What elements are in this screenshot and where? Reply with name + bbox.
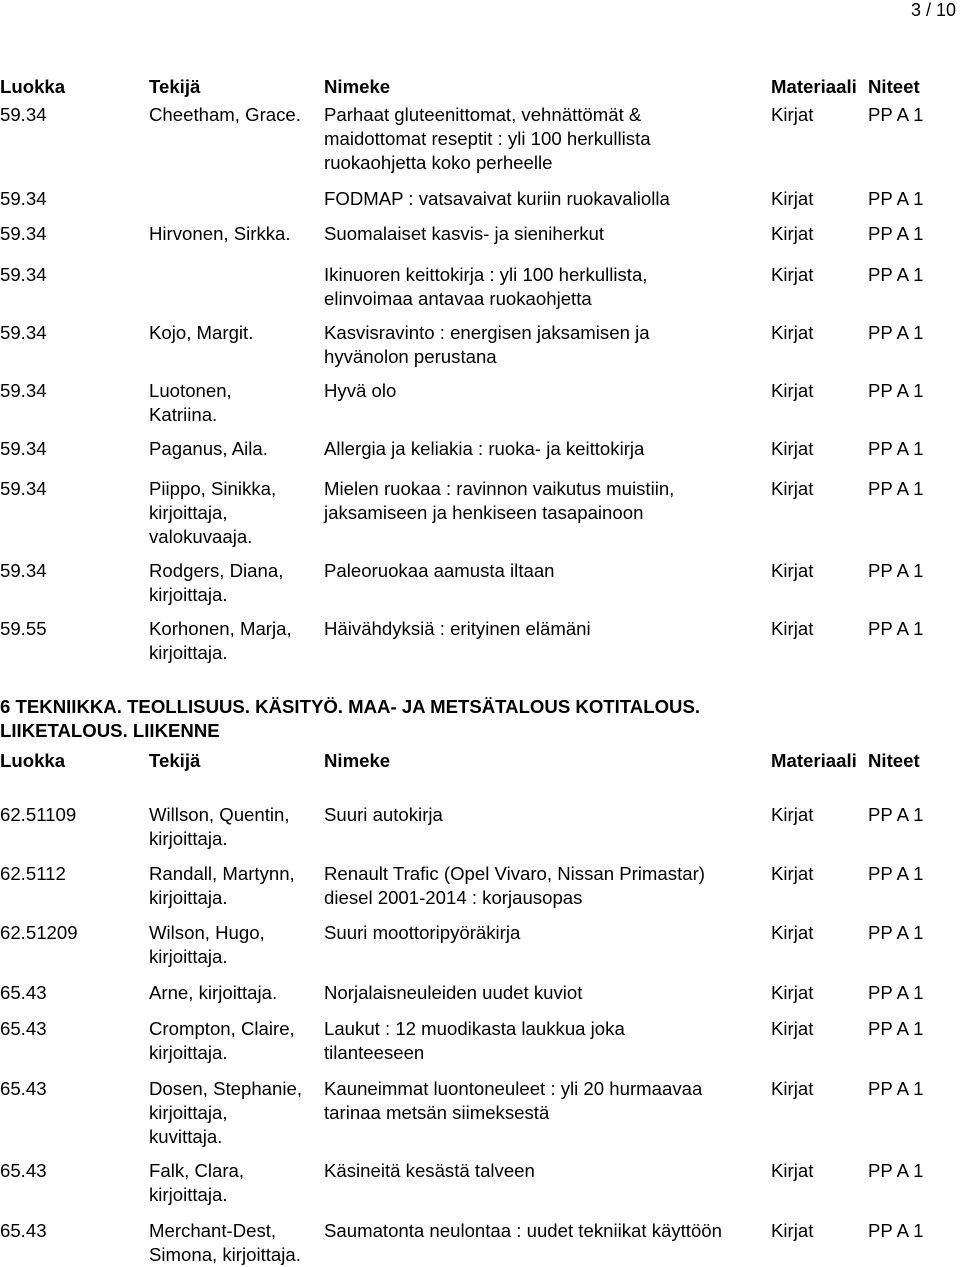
title-cell-line: Ikinuoren keittokirja : yli 100 herkullista,: [324, 264, 648, 285]
class-cell: 65.43: [0, 982, 47, 1003]
title-cell-line: jaksamiseen ja henkiseen tasapainoon: [324, 502, 644, 523]
header-material: Materiaali: [771, 750, 857, 771]
class-cell: 59.34: [0, 322, 47, 343]
author-cell: [149, 617, 292, 665]
material-cell: Kirjat: [771, 1160, 814, 1181]
material-cell: Kirjat: [771, 1220, 814, 1241]
author-cell: [149, 321, 253, 345]
class-cell: 65.43: [0, 1018, 47, 1039]
author-cell-line: Katriina.: [149, 404, 218, 425]
title-cell-line: Kauneimmat luontoneuleet : yli 20 hurmaavaa: [324, 1078, 703, 1099]
table-header: [0, 749, 960, 773]
title-cell: [324, 379, 396, 403]
notes-cell: PP A 1: [868, 618, 924, 639]
material-cell: Kirjat: [771, 982, 814, 1003]
header-notes: Niteet: [868, 750, 920, 771]
class-cell: 59.34: [0, 560, 47, 581]
author-cell: [149, 862, 295, 910]
author-cell: [149, 379, 232, 427]
author-cell-line: Paganus, Aila.: [149, 438, 268, 459]
author-cell-line: Kojo, Margit.: [149, 322, 254, 343]
title-cell-line: Parhaat gluteenittomat, vehnättömät &: [324, 104, 642, 125]
class-cell: 59.34: [0, 438, 47, 459]
author-cell-line: Rodgers, Diana,: [149, 560, 284, 581]
title-cell-line: FODMAP : vatsavaivat kuriin ruokavaliolla: [324, 188, 670, 209]
material-cell: Kirjat: [771, 560, 814, 581]
material-cell: Kirjat: [771, 863, 814, 884]
author-cell-line: kirjoittaja.: [149, 1184, 228, 1205]
class-cell: 59.34: [0, 380, 47, 401]
notes-cell: PP A 1: [868, 188, 924, 209]
title-cell-line: Allergia ja keliakia : ruoka- ja keittokirja: [324, 438, 645, 459]
header-title: Nimeke: [324, 76, 391, 97]
title-cell: [324, 187, 670, 211]
material-cell: Kirjat: [771, 478, 814, 499]
author-cell-line: kirjoittaja.: [149, 828, 228, 849]
title-cell-line: elinvoimaa antavaa ruokaohjetta: [324, 288, 592, 309]
class-cell: 65.43: [0, 1220, 47, 1241]
author-cell-line: kirjoittaja.: [149, 887, 228, 908]
notes-cell: PP A 1: [868, 863, 924, 884]
material-cell: Kirjat: [771, 322, 814, 343]
author-cell-line: kirjoittaja.: [149, 584, 228, 605]
author-cell-line: Willson, Quentin,: [149, 804, 290, 825]
material-cell: Kirjat: [771, 104, 814, 125]
notes-cell: PP A 1: [868, 264, 924, 285]
title-cell-line: Kasvisravinto : energisen jaksamisen ja: [324, 322, 650, 343]
header-notes: Niteet: [868, 76, 920, 97]
title-cell-line: diesel 2001-2014 : korjausopas: [324, 887, 583, 908]
material-cell: Kirjat: [771, 188, 814, 209]
title-cell-line: Suuri moottoripyöräkirja: [324, 922, 521, 943]
author-cell-line: kirjoittaja,: [149, 502, 228, 523]
class-cell: 59.55: [0, 618, 47, 639]
header-material: Materiaali: [771, 76, 857, 97]
author-cell-line: kirjoittaja.: [149, 1042, 228, 1063]
title-cell: [324, 921, 520, 945]
title-cell-line: ruokaohjetta koko perheelle: [324, 152, 553, 173]
title-cell: [324, 222, 604, 246]
title-cell-line: Laukut : 12 muodikasta laukkua joka: [324, 1018, 625, 1039]
header-title: Nimeke: [324, 750, 391, 771]
author-cell-line: kirjoittaja.: [149, 642, 228, 663]
section-heading: [0, 695, 700, 743]
notes-cell: PP A 1: [868, 922, 924, 943]
author-cell-line: Piippo, Sinikka,: [149, 478, 277, 499]
author-cell-line: Arne, kirjoittaja.: [149, 982, 278, 1003]
material-cell: Kirjat: [771, 380, 814, 401]
author-cell: [149, 103, 301, 127]
notes-cell: PP A 1: [868, 1220, 924, 1241]
notes-cell: PP A 1: [868, 380, 924, 401]
author-cell: [149, 1077, 302, 1149]
material-cell: Kirjat: [771, 1078, 814, 1099]
title-cell-line: Suuri autokirja: [324, 804, 443, 825]
class-cell: 59.34: [0, 264, 47, 285]
material-cell: Kirjat: [771, 438, 814, 459]
notes-cell: PP A 1: [868, 1018, 924, 1039]
class-cell: 59.34: [0, 223, 47, 244]
title-cell: [324, 1017, 625, 1065]
author-cell-line: Korhonen, Marja,: [149, 618, 292, 639]
page-number: 3 / 10: [910, 0, 956, 20]
section-heading-line: 6 TEKNIIKKA. TEOLLISUUS. KÄSITYÖ. MAA- JA METSÄTALOUS KOTITALOUS.: [0, 696, 701, 717]
author-cell-line: Randall, Martynn,: [149, 863, 295, 884]
author-cell-line: Cheetham, Grace.: [149, 104, 301, 125]
material-cell: Kirjat: [771, 264, 814, 285]
notes-cell: PP A 1: [868, 560, 924, 581]
notes-cell: PP A 1: [868, 982, 924, 1003]
header-author: Tekijä: [149, 76, 201, 97]
title-cell-line: Norjalaisneuleiden uudet kuviot: [324, 982, 583, 1003]
title-cell: [324, 437, 644, 461]
author-cell-line: valokuvaaja.: [149, 526, 253, 547]
author-cell: [149, 437, 268, 461]
notes-cell: PP A 1: [868, 804, 924, 825]
section-heading-line: LIIKETALOUS. LIIKENNE: [0, 720, 220, 741]
author-cell-line: Luotonen,: [149, 380, 232, 401]
class-cell: 62.51209: [0, 922, 78, 943]
title-cell: [324, 617, 591, 641]
class-cell: 65.43: [0, 1078, 47, 1099]
notes-cell: PP A 1: [868, 322, 924, 343]
author-cell-line: Simona, kirjoittaja.: [149, 1244, 301, 1265]
author-cell: [149, 921, 265, 969]
title-cell: [324, 981, 582, 1005]
class-cell: 59.34: [0, 478, 47, 499]
material-cell: Kirjat: [771, 618, 814, 639]
author-cell-line: kuvittaja.: [149, 1126, 223, 1147]
title-cell: [324, 1159, 535, 1183]
author-cell: [149, 1219, 301, 1267]
author-cell-line: kirjoittaja,: [149, 1102, 228, 1123]
title-cell-line: Paleoruokaa aamusta iltaan: [324, 560, 555, 581]
notes-cell: PP A 1: [868, 223, 924, 244]
author-cell: [149, 477, 276, 549]
table-header: [0, 75, 960, 99]
material-cell: Kirjat: [771, 1018, 814, 1039]
material-cell: Kirjat: [771, 922, 814, 943]
author-cell-line: Crompton, Claire,: [149, 1018, 295, 1039]
author-cell-line: Merchant-Dest,: [149, 1220, 277, 1241]
notes-cell: PP A 1: [868, 438, 924, 459]
title-cell-line: maidottomat reseptit : yli 100 herkullista: [324, 128, 651, 149]
class-cell: 65.43: [0, 1160, 47, 1181]
class-cell: 62.5112: [0, 863, 66, 884]
author-cell: [149, 981, 277, 1005]
title-cell: [324, 477, 674, 525]
author-cell-line: kirjoittaja.: [149, 946, 228, 967]
material-cell: Kirjat: [771, 223, 814, 244]
notes-cell: PP A 1: [868, 1078, 924, 1099]
notes-cell: PP A 1: [868, 1160, 924, 1181]
title-cell-line: Renault Trafic (Opel Vivaro, Nissan Primastar): [324, 863, 705, 884]
title-cell-line: Hyvä olo: [324, 380, 397, 401]
title-cell: [324, 103, 651, 175]
header-author: Tekijä: [149, 750, 201, 771]
title-cell-line: hyvänolon perustana: [324, 346, 497, 367]
title-cell-line: Saumatonta neulontaa : uudet tekniikat käyttöön: [324, 1220, 722, 1241]
title-cell: [324, 1077, 702, 1125]
notes-cell: PP A 1: [868, 478, 924, 499]
title-cell-line: Mielen ruokaa : ravinnon vaikutus muistiin,: [324, 478, 675, 499]
author-cell-line: Falk, Clara,: [149, 1160, 245, 1181]
title-cell-line: tarinaa metsän siimeksestä: [324, 1102, 550, 1123]
title-cell: [324, 321, 650, 369]
author-cell: [149, 1159, 244, 1207]
header-class: Luokka: [0, 76, 66, 97]
title-cell-line: tilanteeseen: [324, 1042, 425, 1063]
author-cell: [149, 559, 283, 607]
header-class: Luokka: [0, 750, 66, 771]
author-cell-line: Dosen, Stephanie,: [149, 1078, 302, 1099]
title-cell: [324, 559, 555, 583]
title-cell-line: Suomalaiset kasvis- ja sieniherkut: [324, 223, 605, 244]
title-cell: [324, 862, 705, 910]
class-cell: 59.34: [0, 104, 47, 125]
author-cell-line: Hirvonen, Sirkka.: [149, 223, 291, 244]
class-cell: 62.51109: [0, 804, 77, 825]
author-cell: [149, 803, 290, 851]
title-cell: [324, 803, 443, 827]
author-cell-line: Wilson, Hugo,: [149, 922, 265, 943]
title-cell: [324, 1219, 722, 1243]
title-cell-line: Käsineitä kesästä talveen: [324, 1160, 535, 1181]
author-cell: [149, 1017, 295, 1065]
author-cell: [149, 222, 291, 246]
class-cell: 59.34: [0, 188, 47, 209]
material-cell: Kirjat: [771, 804, 814, 825]
title-cell-line: Häivähdyksiä : erityinen elämäni: [324, 618, 591, 639]
notes-cell: PP A 1: [868, 104, 924, 125]
title-cell: [324, 263, 647, 311]
